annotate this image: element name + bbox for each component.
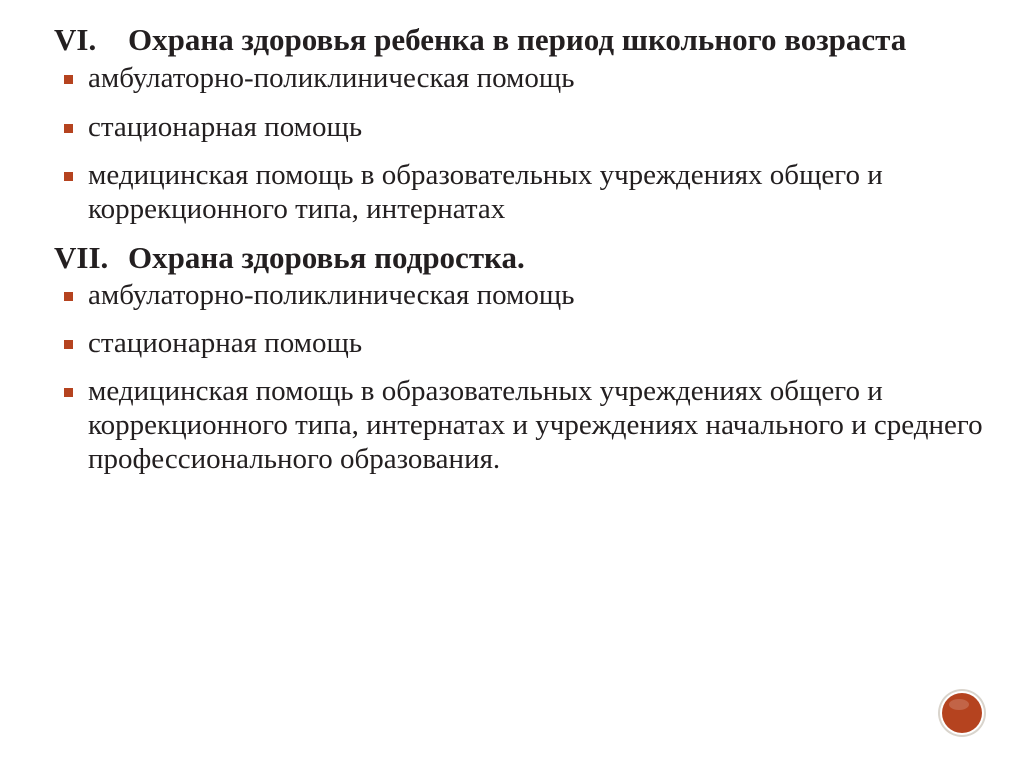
list-item: медицинская помощь в образовательных учреждениях общего и коррекционного типа, интернатах и учреждениях начального и среднего профессионального образования. bbox=[48, 374, 984, 477]
list-item: амбулаторно-поликлиническая помощь bbox=[48, 61, 984, 95]
bullet-list-2 bbox=[48, 278, 984, 477]
circle-logo-icon bbox=[942, 693, 982, 733]
section-numeral-1: VI. bbox=[54, 22, 97, 57]
section-heading-1 bbox=[48, 22, 984, 57]
list-item: амбулаторно-поликлиническая помощь bbox=[48, 278, 984, 312]
section-title-2: Охрана здоровья подростка. bbox=[128, 240, 525, 276]
list-item: стационарная помощь bbox=[48, 326, 984, 360]
list-item: стационарная помощь bbox=[48, 110, 984, 144]
section-numeral-2: VII. bbox=[54, 240, 109, 276]
bullet-list-1 bbox=[48, 61, 984, 226]
section-heading-2 bbox=[48, 240, 984, 275]
list-item: медицинская помощь в образовательных учреждениях общего и коррекционного типа, интернатах bbox=[48, 158, 984, 226]
section-title-1: Охрана здоровья ребенка в период школьного возраста bbox=[128, 22, 907, 57]
